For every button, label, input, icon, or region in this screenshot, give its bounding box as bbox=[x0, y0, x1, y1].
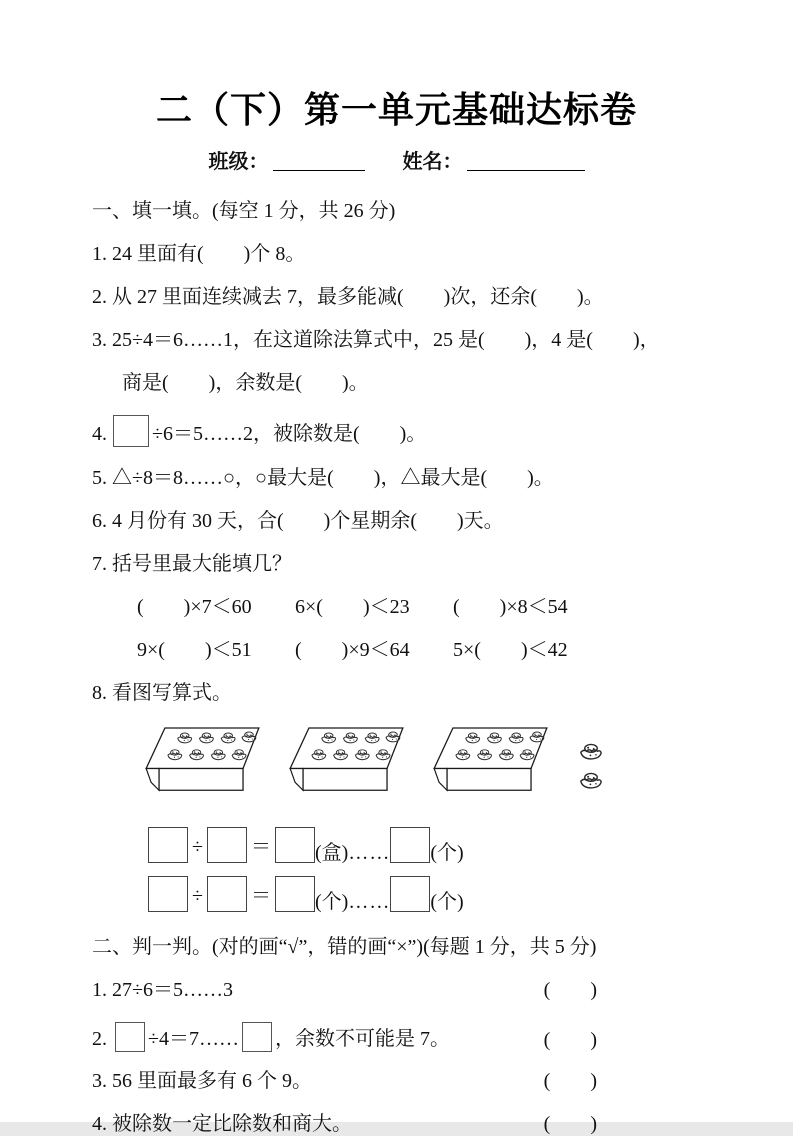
q7-expression: ( )×7＜60 bbox=[137, 596, 252, 619]
equation-row-1 bbox=[148, 827, 723, 863]
section1-heading: 一、填一填。(每空 1 分，共 26 分) bbox=[92, 200, 396, 223]
answer-box[interactable] bbox=[275, 827, 315, 863]
divide-sign: ÷ bbox=[192, 836, 203, 859]
question-4 bbox=[92, 415, 723, 447]
question-4-prefix: 4. bbox=[92, 423, 112, 446]
class-label: 班级： bbox=[208, 151, 269, 174]
judgment-2-text bbox=[92, 1022, 450, 1052]
q7-expression: 5×( )＜42 bbox=[453, 639, 568, 662]
answer-box[interactable] bbox=[390, 827, 430, 863]
name-blank-line[interactable] bbox=[467, 152, 585, 171]
loose-cakes-icon bbox=[575, 741, 607, 797]
question-4-suffix: ÷6＝5……2，被除数是( )。 bbox=[152, 423, 427, 446]
judgment-2-answer-parens[interactable]: ( ) bbox=[543, 1029, 597, 1052]
judgment-4 bbox=[92, 1113, 597, 1136]
question-3-line2: 商是( )，余数是( )。 bbox=[122, 372, 369, 395]
cake-trays-illustration bbox=[143, 725, 723, 815]
judgment-3 bbox=[92, 1070, 597, 1093]
cake-tray-icon bbox=[143, 725, 262, 812]
judgment-1-text: 1. 27÷6＝5……3 bbox=[92, 979, 233, 1002]
equals-sign: ＝ bbox=[250, 836, 271, 859]
judgment-1 bbox=[92, 979, 597, 1002]
q7-expression: ( )×8＜54 bbox=[453, 596, 568, 619]
class-blank-line[interactable] bbox=[273, 152, 365, 171]
judgment-4-text: 4. 被除数一定比除数和商大。 bbox=[92, 1113, 352, 1136]
answer-box[interactable] bbox=[390, 876, 430, 912]
answer-box[interactable] bbox=[207, 876, 247, 912]
q7-expression: 6×( )＜23 bbox=[295, 596, 410, 619]
question-7: 7. 括号里最大能填几？ bbox=[92, 553, 292, 576]
answer-box[interactable] bbox=[207, 827, 247, 863]
judgment-2-prefix: 2. bbox=[92, 1028, 112, 1051]
equals-sign: ＝ bbox=[250, 885, 271, 908]
name-label: 姓名： bbox=[402, 151, 463, 174]
remainder-dots: …… bbox=[348, 842, 391, 865]
judgment-2-suffix: ，余数不可能是 7。 bbox=[274, 1028, 450, 1051]
question-7-row2 bbox=[92, 639, 723, 662]
answer-box[interactable] bbox=[113, 415, 149, 447]
judgment-4-answer-parens[interactable]: ( ) bbox=[543, 1113, 597, 1136]
q7-expression: ( )×9＜64 bbox=[295, 639, 410, 662]
remainder-dots: …… bbox=[348, 891, 391, 914]
question-6: 6. 4 月份有 30 天，合( )个星期余( )天。 bbox=[92, 510, 504, 533]
cake-tray-icon bbox=[287, 725, 406, 812]
judgment-3-text: 3. 56 里面最多有 6 个 9。 bbox=[92, 1070, 312, 1093]
judgment-1-answer-parens[interactable]: ( ) bbox=[543, 979, 597, 1002]
question-8: 8. 看图写算式。 bbox=[92, 682, 232, 705]
question-7-row1 bbox=[92, 596, 723, 619]
answer-box[interactable] bbox=[148, 876, 188, 912]
page-title: 二（下）第一单元基础达标卷 bbox=[155, 89, 637, 130]
worksheet-body bbox=[92, 200, 723, 1136]
unit-label: (盒) bbox=[314, 842, 349, 865]
unit-label: (个) bbox=[430, 891, 464, 914]
divide-sign: ÷ bbox=[192, 885, 203, 908]
q7-expression: 9×( )＜51 bbox=[137, 639, 252, 662]
judgment-3-answer-parens[interactable]: ( ) bbox=[543, 1070, 597, 1093]
question-5: 5. △÷8＝8……○，○最大是( )，△最大是( )。 bbox=[92, 467, 554, 490]
unit-label: (个) bbox=[314, 891, 349, 914]
question-3-line1: 3. 25÷4＝6……1，在这道除法算式中，25 是( )，4 是( )， bbox=[92, 329, 660, 352]
judgment-2 bbox=[92, 1022, 597, 1052]
judgment-2-mid: ÷4＝7…… bbox=[148, 1028, 239, 1051]
answer-box[interactable] bbox=[242, 1022, 272, 1052]
answer-box[interactable] bbox=[148, 827, 188, 863]
student-info-line bbox=[0, 145, 793, 174]
question-2: 2. 从 27 里面连续减去 7，最多能减( )次，还余( )。 bbox=[92, 286, 604, 309]
answer-box[interactable] bbox=[115, 1022, 145, 1052]
cake-tray-icon bbox=[431, 725, 550, 812]
unit-label: (个) bbox=[430, 842, 464, 865]
section2-heading: 二、判一判。(对的画“√”，错的画“×”)(每题 1 分，共 5 分) bbox=[92, 936, 597, 959]
equation-row-2 bbox=[148, 876, 723, 912]
question-1: 1. 24 里面有( )个 8。 bbox=[92, 243, 306, 266]
answer-box[interactable] bbox=[275, 876, 315, 912]
